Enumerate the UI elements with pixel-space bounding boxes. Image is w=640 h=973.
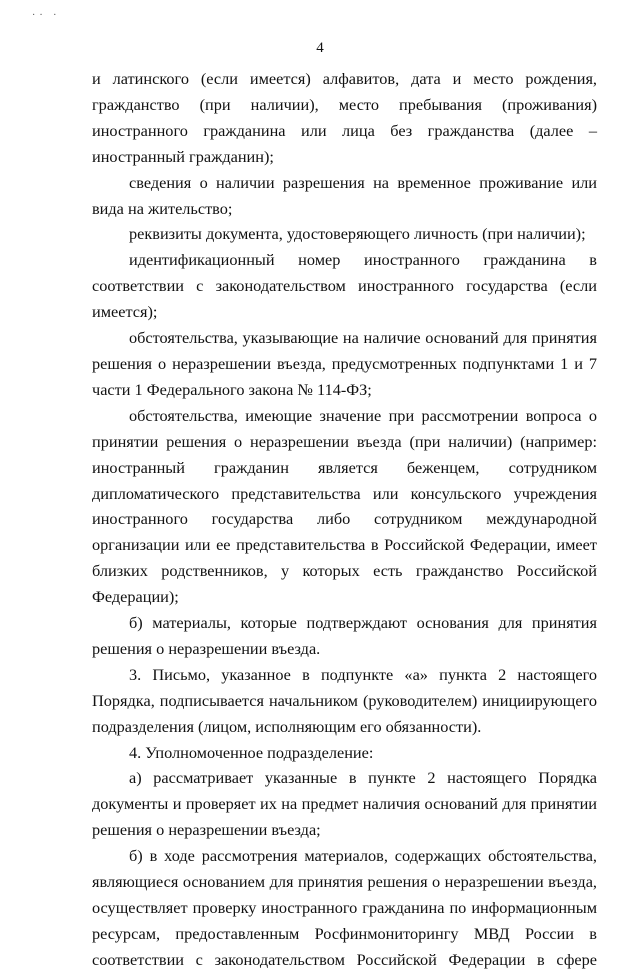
paragraph-2: сведения о наличии разрешения на временное проживание или вида на жительство; (92, 172, 597, 218)
page-number: 4 (316, 40, 324, 56)
scan-marks: ·· · (32, 10, 61, 21)
paragraph-9: 4. Уполномоченное подразделение: (129, 742, 374, 762)
paragraph-1: и латинского (если имеется) алфавитов, дата и место рождения, гражданство (при наличии), место пребывания (проживания) иностранного гражданина или лица без гражданства (далее – иностранный гражданин); (92, 69, 597, 166)
paragraph-4: идентификационный номер иностранного гражданина в соответствии с законодательством иностранного государства (если имеется); (92, 250, 597, 322)
paragraph-11: б) в ходе рассмотрения материалов, содержащих обстоятельства, являющиеся основанием для принятия решения о неразрешении въезда, осуществляет проверку иностранного гражданина по информационным ресурсам, предоставленным Росфинмониторингу МВД России в соответствии с законодательством Российской Федерации в сфере (92, 846, 597, 969)
paragraph-8: 3. Письмо, указанное в подпункте «а» пункта 2 настоящего Порядка, подписывается начальником (руководителем) инициирующего подразделения (лицом, исполняющим его обязанности). (92, 664, 597, 736)
paragraph-6: обстоятельства, имеющие значение при рассмотрении вопроса о принятии решения о неразрешении въезда (при наличии) (например: иностранный гражданин является беженцем, сотрудником дипломатического представительства или консульского учреждения иностранного государства либо сотрудником международной организации или ее представительства в Российской Федерации, имеет близких родственников, у которых есть гражданство Российской Федерации); (92, 405, 597, 607)
document-body (92, 66, 597, 973)
paragraph-3: реквизиты документа, удостоверяющего личность (при наличии); (129, 224, 586, 244)
paragraph-7: б) материалы, которые подтверждают основания для принятия решения о неразрешении въезда. (92, 613, 597, 658)
paragraph-10: а) рассматривает указанные в пункте 2 настоящего Порядка документы и проверяет их на предмет наличия оснований для принятии решения о неразрешении въезда; (92, 768, 597, 840)
paragraph-5: обстоятельства, указывающие на наличие оснований для принятия решения о неразрешении въезда, предусмотренных подпунктами 1 и 7 части 1 Федерального закона № 114-ФЗ; (92, 328, 597, 399)
